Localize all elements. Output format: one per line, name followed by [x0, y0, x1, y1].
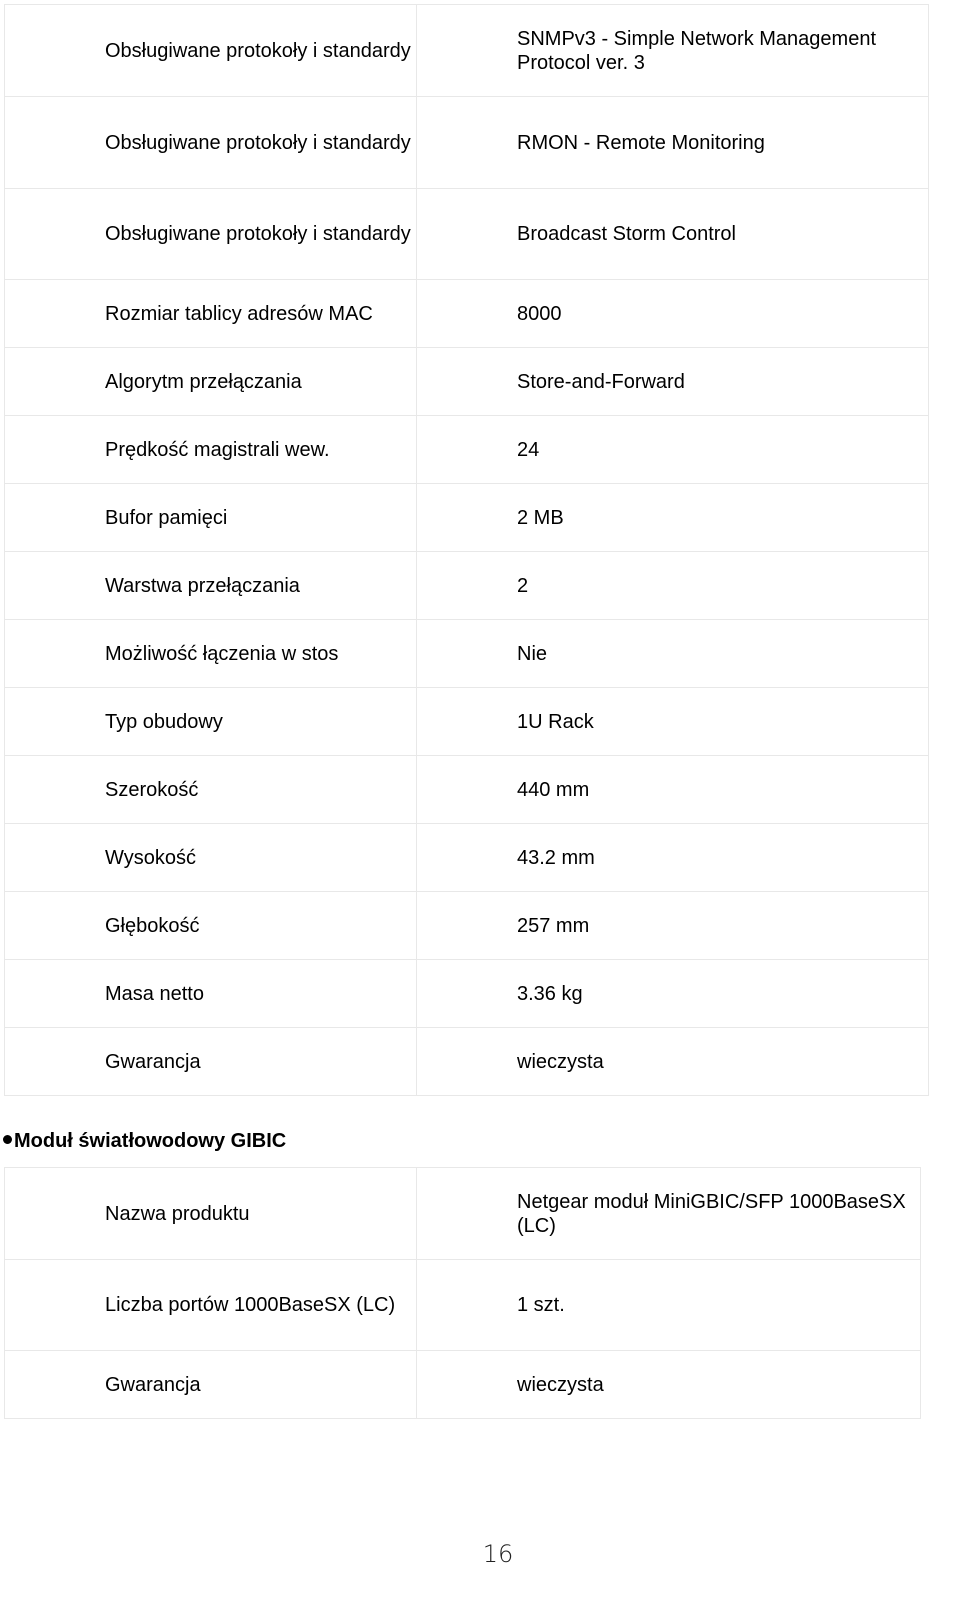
page-number: 16 [482, 1540, 514, 1568]
spec-value: RMON - Remote Monitoring [417, 97, 929, 189]
spec-label: Głębokość [5, 892, 417, 960]
table-row [5, 688, 929, 756]
spec-label: Obsługiwane protokoły i standardy [5, 5, 417, 97]
table-row [5, 552, 929, 620]
table-row [5, 5, 929, 97]
spec-label: Gwarancja [5, 1351, 417, 1419]
spec-label: Obsługiwane protokoły i standardy [5, 189, 417, 280]
spec-value: 2 [417, 552, 929, 620]
spec-label: Algorytm przełączania [5, 348, 417, 416]
table-row [5, 1351, 921, 1419]
spec-value: 43.2 mm [417, 824, 929, 892]
spec-label: Rozmiar tablicy adresów MAC [5, 280, 417, 348]
spec-value: 24 [417, 416, 929, 484]
table-row [5, 824, 929, 892]
spec-value: Nie [417, 620, 929, 688]
table-row [5, 1260, 921, 1351]
spec-value: Netgear moduł MiniGBIC/SFP 1000BaseSX (LC) [417, 1168, 921, 1260]
table-row [5, 1028, 929, 1096]
table-row [5, 280, 929, 348]
spec-value: 1U Rack [417, 688, 929, 756]
spec-label: Gwarancja [5, 1028, 417, 1096]
table-row [5, 892, 929, 960]
section-heading-text: Moduł światłowodowy GIBIC [14, 1130, 287, 1152]
table-row [5, 97, 929, 189]
table-row [5, 960, 929, 1028]
table-row [5, 756, 929, 824]
spec-value: Broadcast Storm Control [417, 189, 929, 280]
spec-value: 2 MB [417, 484, 929, 552]
spec-label: Warstwa przełączania [5, 552, 417, 620]
table-row [5, 348, 929, 416]
spec-value: 257 mm [417, 892, 929, 960]
spec-table-gibic [4, 1167, 921, 1419]
spec-label: Typ obudowy [5, 688, 417, 756]
spec-value: 1 szt. [417, 1260, 921, 1351]
spec-label: Wysokość [5, 824, 417, 892]
spec-value: SNMPv3 - Simple Network Management Protocol ver. 3 [417, 5, 929, 97]
table-row [5, 1168, 921, 1260]
table-row [5, 416, 929, 484]
spec-label: Nazwa produktu [5, 1168, 417, 1260]
spec-label: Liczba portów 1000BaseSX (LC) [5, 1260, 417, 1351]
table-row [5, 620, 929, 688]
spec-label: Bufor pamięci [5, 484, 417, 552]
spec-table-switch [4, 4, 929, 1096]
bullet-icon [3, 1135, 12, 1144]
spec-label: Masa netto [5, 960, 417, 1028]
spec-value: 440 mm [417, 756, 929, 824]
spec-value: Store-and-Forward [417, 348, 929, 416]
spec-label: Możliwość łączenia w stos [5, 620, 417, 688]
spec-value: 3.36 kg [417, 960, 929, 1028]
section-heading [3, 1128, 286, 1154]
spec-label: Szerokość [5, 756, 417, 824]
spec-value: wieczysta [417, 1028, 929, 1096]
spec-label: Obsługiwane protokoły i standardy [5, 97, 417, 189]
spec-value: 8000 [417, 280, 929, 348]
table-row [5, 484, 929, 552]
table-row [5, 189, 929, 280]
spec-value: wieczysta [417, 1351, 921, 1419]
spec-label: Prędkość magistrali wew. [5, 416, 417, 484]
